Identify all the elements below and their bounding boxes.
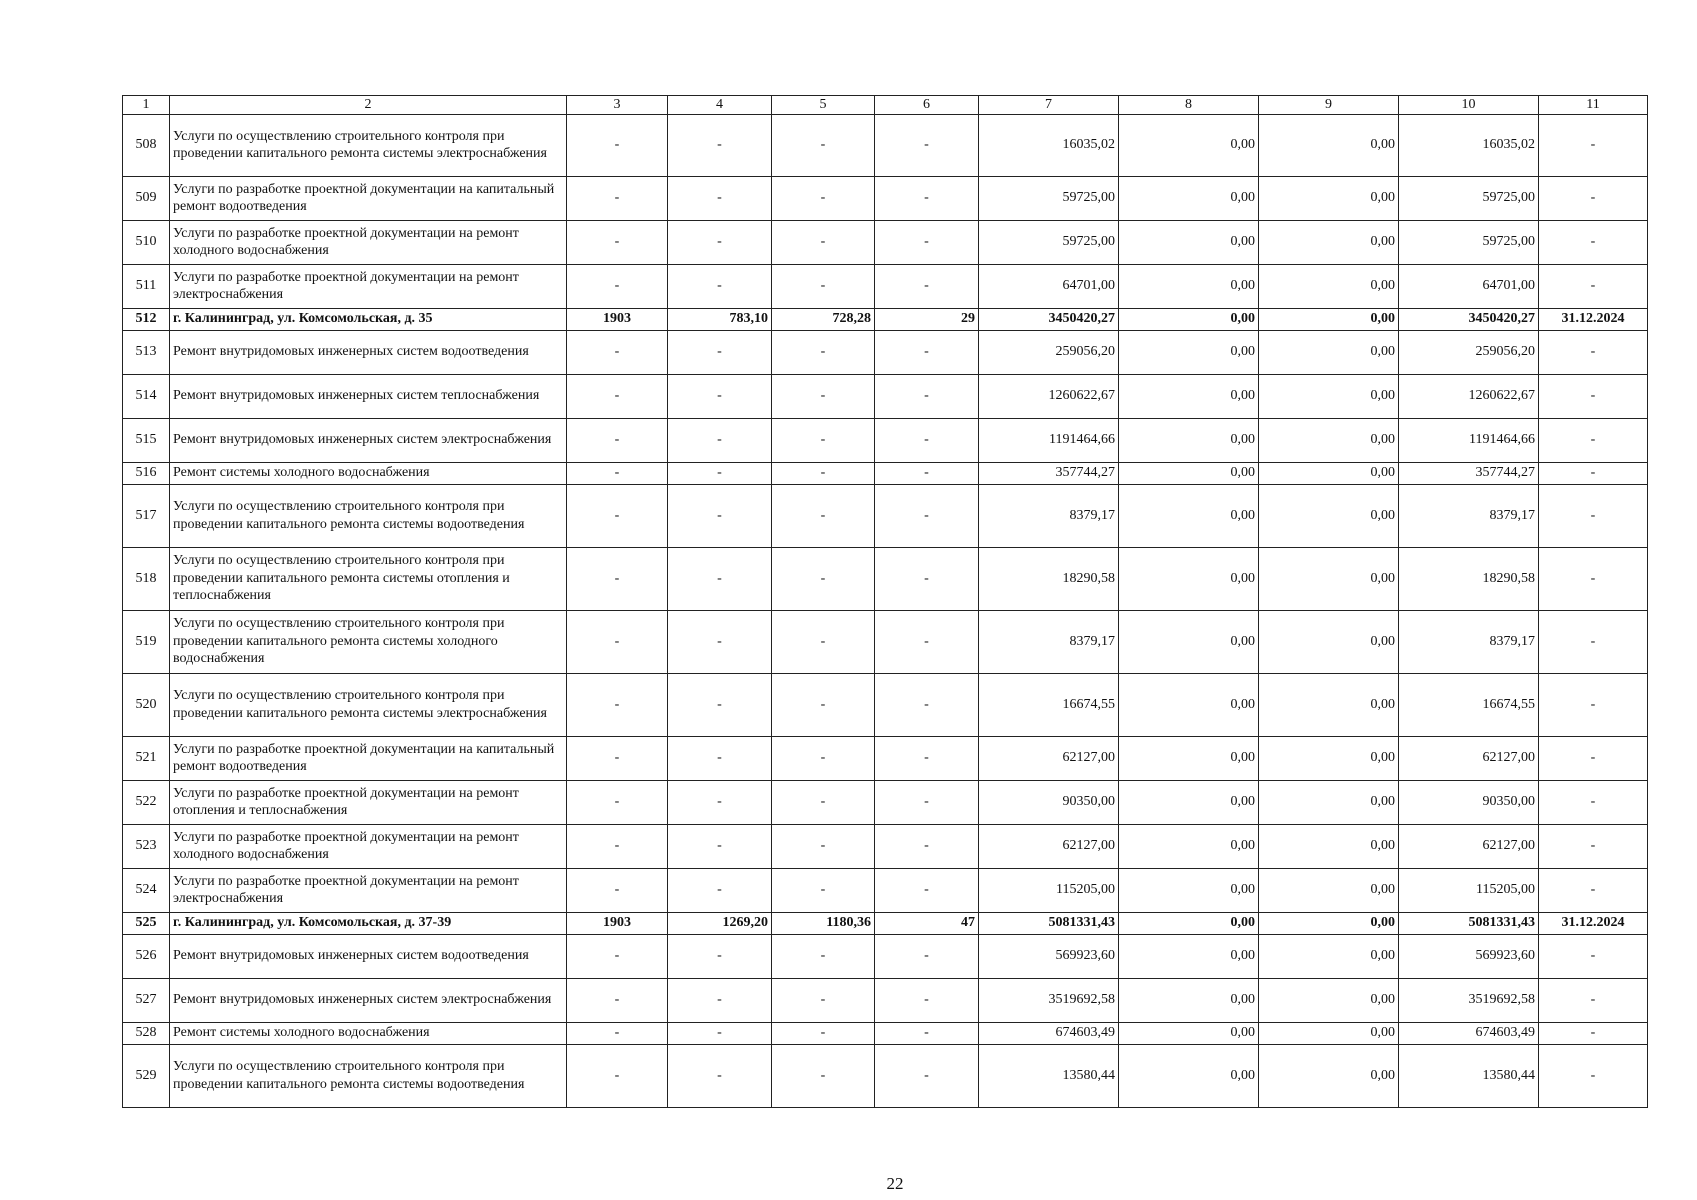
work-name-cell: Услуги по осуществлению строительного контроля при проведении капитального ремонта системы холодного водоснабжения	[170, 610, 567, 673]
col10-cell: 569923,60	[1399, 934, 1539, 978]
work-name-cell: Услуги по осуществлению строительного контроля при проведении капитального ремонта системы электроснабжения	[170, 114, 567, 176]
row-number: 529	[123, 1044, 170, 1107]
col10-cell: 18290,58	[1399, 547, 1539, 610]
col9-cell: 0,00	[1259, 176, 1399, 220]
row-number: 516	[123, 462, 170, 484]
col8-cell: 0,00	[1119, 824, 1259, 868]
col10-cell: 1260622,67	[1399, 374, 1539, 418]
row-number: 509	[123, 176, 170, 220]
deadline-cell: -	[1539, 374, 1648, 418]
work-name-cell: Ремонт системы холодного водоснабжения	[170, 1022, 567, 1044]
work-name-cell: Ремонт внутридомовых инженерных систем электроснабжения	[170, 418, 567, 462]
col8-cell: 0,00	[1119, 176, 1259, 220]
col9-cell: 0,00	[1259, 978, 1399, 1022]
cost-total-cell: 16035,02	[979, 114, 1119, 176]
cost-total-cell: 59725,00	[979, 220, 1119, 264]
col8-cell: 0,00	[1119, 736, 1259, 780]
col5-cell: -	[772, 673, 875, 736]
address-cell: г. Калининград, ул. Комсомольская, д. 35	[170, 308, 567, 330]
col6-cell: -	[875, 610, 979, 673]
cost-total-cell: 259056,20	[979, 330, 1119, 374]
address-cell: г. Калининград, ул. Комсомольская, д. 37-39	[170, 912, 567, 934]
col6-cell: -	[875, 547, 979, 610]
col3-cell: -	[567, 374, 668, 418]
column-header: 5	[772, 96, 875, 115]
cost-total-cell: 59725,00	[979, 176, 1119, 220]
deadline-cell: 31.12.2024	[1539, 912, 1648, 934]
cost-total-cell: 13580,44	[979, 1044, 1119, 1107]
table-row	[123, 484, 1648, 547]
work-name-cell: Услуги по разработке проектной документации на капитальный ремонт водоотведения	[170, 176, 567, 220]
col4-cell: -	[668, 824, 772, 868]
table-row	[123, 868, 1648, 912]
deadline-cell: -	[1539, 736, 1648, 780]
col4-cell: -	[668, 114, 772, 176]
deadline-cell: -	[1539, 176, 1648, 220]
row-number: 526	[123, 934, 170, 978]
cost-total-cell: 5081331,43	[979, 912, 1119, 934]
col6-cell: -	[875, 1022, 979, 1044]
cost-total-cell: 3519692,58	[979, 978, 1119, 1022]
work-name-cell: Ремонт внутридомовых инженерных систем электроснабжения	[170, 978, 567, 1022]
col9-cell: 0,00	[1259, 114, 1399, 176]
col3-cell: -	[567, 484, 668, 547]
col3-cell: -	[567, 934, 668, 978]
row-number: 525	[123, 912, 170, 934]
work-name-cell: Услуги по разработке проектной документации на ремонт электроснабжения	[170, 868, 567, 912]
col5-cell: -	[772, 780, 875, 824]
col10-cell: 5081331,43	[1399, 912, 1539, 934]
col3-cell: -	[567, 610, 668, 673]
col10-cell: 13580,44	[1399, 1044, 1539, 1107]
row-number: 521	[123, 736, 170, 780]
table-row	[123, 610, 1648, 673]
col4-cell: -	[668, 220, 772, 264]
col6-cell: -	[875, 176, 979, 220]
column-header: 4	[668, 96, 772, 115]
deadline-cell: -	[1539, 1044, 1648, 1107]
row-number: 517	[123, 484, 170, 547]
col4-cell: 783,10	[668, 308, 772, 330]
col9-cell: 0,00	[1259, 934, 1399, 978]
col6-cell: -	[875, 484, 979, 547]
col10-cell: 16674,55	[1399, 673, 1539, 736]
col3-cell: -	[567, 824, 668, 868]
col4-cell: -	[668, 736, 772, 780]
col8-cell: 0,00	[1119, 114, 1259, 176]
row-number: 511	[123, 264, 170, 308]
col9-cell: 0,00	[1259, 1022, 1399, 1044]
col3-cell: -	[567, 462, 668, 484]
table-row	[123, 978, 1648, 1022]
col9-cell: 0,00	[1259, 484, 1399, 547]
col9-cell: 0,00	[1259, 673, 1399, 736]
table-row	[123, 673, 1648, 736]
work-name-cell: Услуги по разработке проектной документации на капитальный ремонт водоотведения	[170, 736, 567, 780]
col5-cell: -	[772, 1022, 875, 1044]
work-name-cell: Услуги по осуществлению строительного контроля при проведении капитального ремонта системы отопления и теплоснабжения	[170, 547, 567, 610]
col5-cell: -	[772, 610, 875, 673]
row-number: 519	[123, 610, 170, 673]
work-name-cell: Услуги по разработке проектной документации на ремонт отопления и теплоснабжения	[170, 780, 567, 824]
col9-cell: 0,00	[1259, 418, 1399, 462]
col5-cell: -	[772, 462, 875, 484]
table-row	[123, 547, 1648, 610]
table-row	[123, 934, 1648, 978]
col9-cell: 0,00	[1259, 736, 1399, 780]
work-name-cell: Услуги по разработке проектной документации на ремонт электроснабжения	[170, 264, 567, 308]
column-header: 3	[567, 96, 668, 115]
row-number: 514	[123, 374, 170, 418]
col4-cell: -	[668, 610, 772, 673]
col9-cell: 0,00	[1259, 780, 1399, 824]
col9-cell: 0,00	[1259, 1044, 1399, 1107]
col10-cell: 59725,00	[1399, 176, 1539, 220]
work-name-cell: Услуги по осуществлению строительного контроля при проведении капитального ремонта системы электроснабжения	[170, 673, 567, 736]
deadline-cell: -	[1539, 978, 1648, 1022]
col9-cell: 0,00	[1259, 264, 1399, 308]
column-number-row	[123, 96, 1648, 115]
cost-total-cell: 1260622,67	[979, 374, 1119, 418]
col6-cell: -	[875, 978, 979, 1022]
col9-cell: 0,00	[1259, 610, 1399, 673]
col4-cell: -	[668, 1022, 772, 1044]
col10-cell: 8379,17	[1399, 484, 1539, 547]
col6-cell: -	[875, 868, 979, 912]
col5-cell: -	[772, 547, 875, 610]
col8-cell: 0,00	[1119, 934, 1259, 978]
col10-cell: 1191464,66	[1399, 418, 1539, 462]
table-row	[123, 824, 1648, 868]
col5-cell: -	[772, 736, 875, 780]
col10-cell: 16035,02	[1399, 114, 1539, 176]
col9-cell: 0,00	[1259, 868, 1399, 912]
col10-cell: 115205,00	[1399, 868, 1539, 912]
deadline-cell: -	[1539, 462, 1648, 484]
col3-cell: -	[567, 978, 668, 1022]
col6-cell: -	[875, 264, 979, 308]
col5-cell: -	[772, 868, 875, 912]
col5-cell: -	[772, 374, 875, 418]
work-name-cell: Ремонт внутридомовых инженерных систем теплоснабжения	[170, 374, 567, 418]
work-name-cell: Услуги по разработке проектной документации на ремонт холодного водоснабжения	[170, 824, 567, 868]
cost-total-cell: 18290,58	[979, 547, 1119, 610]
row-number: 510	[123, 220, 170, 264]
column-header: 9	[1259, 96, 1399, 115]
cost-total-cell: 8379,17	[979, 610, 1119, 673]
col3-cell: -	[567, 264, 668, 308]
col4-cell: -	[668, 484, 772, 547]
col9-cell: 0,00	[1259, 220, 1399, 264]
table-row	[123, 264, 1648, 308]
col8-cell: 0,00	[1119, 220, 1259, 264]
col4-cell: -	[668, 418, 772, 462]
table-row	[123, 462, 1648, 484]
col4-cell: 1269,20	[668, 912, 772, 934]
cost-total-cell: 90350,00	[979, 780, 1119, 824]
deadline-cell: -	[1539, 484, 1648, 547]
col3-cell: -	[567, 1044, 668, 1107]
col3-cell: -	[567, 1022, 668, 1044]
col5-cell: -	[772, 418, 875, 462]
col3-cell: -	[567, 673, 668, 736]
row-number: 520	[123, 673, 170, 736]
deadline-cell: -	[1539, 868, 1648, 912]
works-table	[122, 95, 1648, 1108]
work-name-cell: Ремонт внутридомовых инженерных систем водоотведения	[170, 330, 567, 374]
col4-cell: -	[668, 176, 772, 220]
col5-cell: -	[772, 934, 875, 978]
col10-cell: 259056,20	[1399, 330, 1539, 374]
col6-cell: -	[875, 114, 979, 176]
col5-cell: 1180,36	[772, 912, 875, 934]
col9-cell: 0,00	[1259, 462, 1399, 484]
col5-cell: -	[772, 264, 875, 308]
col8-cell: 0,00	[1119, 673, 1259, 736]
work-name-cell: Ремонт внутридомовых инженерных систем водоотведения	[170, 934, 567, 978]
table-row	[123, 1044, 1648, 1107]
column-header: 2	[170, 96, 567, 115]
col10-cell: 59725,00	[1399, 220, 1539, 264]
table-body	[123, 114, 1648, 1107]
col6-cell: -	[875, 824, 979, 868]
table-row	[123, 780, 1648, 824]
deadline-cell: 31.12.2024	[1539, 308, 1648, 330]
col3-cell: 1903	[567, 308, 668, 330]
col4-cell: -	[668, 264, 772, 308]
col10-cell: 3519692,58	[1399, 978, 1539, 1022]
col10-cell: 8379,17	[1399, 610, 1539, 673]
col10-cell: 62127,00	[1399, 736, 1539, 780]
column-header: 1	[123, 96, 170, 115]
col4-cell: -	[668, 673, 772, 736]
row-number: 522	[123, 780, 170, 824]
cost-total-cell: 62127,00	[979, 824, 1119, 868]
deadline-cell: -	[1539, 418, 1648, 462]
col3-cell: -	[567, 114, 668, 176]
work-name-cell: Услуги по осуществлению строительного контроля при проведении капитального ремонта системы водоотведения	[170, 1044, 567, 1107]
col8-cell: 0,00	[1119, 1022, 1259, 1044]
row-number: 512	[123, 308, 170, 330]
col5-cell: -	[772, 176, 875, 220]
col8-cell: 0,00	[1119, 868, 1259, 912]
cost-total-cell: 3450420,27	[979, 308, 1119, 330]
col6-cell: -	[875, 780, 979, 824]
col5-cell: -	[772, 330, 875, 374]
col3-cell: -	[567, 547, 668, 610]
col10-cell: 64701,00	[1399, 264, 1539, 308]
col8-cell: 0,00	[1119, 330, 1259, 374]
address-row	[123, 308, 1648, 330]
col4-cell: -	[668, 868, 772, 912]
col6-cell: -	[875, 934, 979, 978]
col8-cell: 0,00	[1119, 418, 1259, 462]
row-number: 524	[123, 868, 170, 912]
col6-cell: -	[875, 1044, 979, 1107]
col8-cell: 0,00	[1119, 780, 1259, 824]
row-number: 508	[123, 114, 170, 176]
col5-cell: 728,28	[772, 308, 875, 330]
col5-cell: -	[772, 220, 875, 264]
col3-cell: -	[567, 220, 668, 264]
col10-cell: 62127,00	[1399, 824, 1539, 868]
col6-cell: -	[875, 374, 979, 418]
deadline-cell: -	[1539, 330, 1648, 374]
table-row	[123, 330, 1648, 374]
col4-cell: -	[668, 462, 772, 484]
col8-cell: 0,00	[1119, 547, 1259, 610]
col3-cell: -	[567, 868, 668, 912]
col3-cell: -	[567, 736, 668, 780]
col4-cell: -	[668, 374, 772, 418]
table-row	[123, 736, 1648, 780]
col9-cell: 0,00	[1259, 824, 1399, 868]
col8-cell: 0,00	[1119, 610, 1259, 673]
column-header: 7	[979, 96, 1119, 115]
col10-cell: 357744,27	[1399, 462, 1539, 484]
col5-cell: -	[772, 978, 875, 1022]
deadline-cell: -	[1539, 547, 1648, 610]
col8-cell: 0,00	[1119, 264, 1259, 308]
row-number: 528	[123, 1022, 170, 1044]
col5-cell: -	[772, 1044, 875, 1107]
col6-cell: -	[875, 462, 979, 484]
col4-cell: -	[668, 547, 772, 610]
column-header: 11	[1539, 96, 1648, 115]
col5-cell: -	[772, 484, 875, 547]
col6-cell: -	[875, 736, 979, 780]
cost-total-cell: 115205,00	[979, 868, 1119, 912]
col4-cell: -	[668, 330, 772, 374]
page-number: 22	[886, 1174, 904, 1193]
col3-cell: -	[567, 176, 668, 220]
row-number: 518	[123, 547, 170, 610]
table-row	[123, 418, 1648, 462]
deadline-cell: -	[1539, 673, 1648, 736]
deadline-cell: -	[1539, 824, 1648, 868]
column-header: 8	[1119, 96, 1259, 115]
col10-cell: 90350,00	[1399, 780, 1539, 824]
column-header: 6	[875, 96, 979, 115]
work-name-cell: Услуги по разработке проектной документации на ремонт холодного водоснабжения	[170, 220, 567, 264]
cost-total-cell: 1191464,66	[979, 418, 1119, 462]
col8-cell: 0,00	[1119, 484, 1259, 547]
cost-total-cell: 16674,55	[979, 673, 1119, 736]
row-number: 515	[123, 418, 170, 462]
deadline-cell: -	[1539, 264, 1648, 308]
col5-cell: -	[772, 114, 875, 176]
col8-cell: 0,00	[1119, 462, 1259, 484]
col6-cell: 47	[875, 912, 979, 934]
table-row	[123, 1022, 1648, 1044]
address-row	[123, 912, 1648, 934]
col8-cell: 0,00	[1119, 374, 1259, 418]
deadline-cell: -	[1539, 114, 1648, 176]
col4-cell: -	[668, 934, 772, 978]
table-row	[123, 374, 1648, 418]
cost-total-cell: 8379,17	[979, 484, 1119, 547]
col8-cell: 0,00	[1119, 1044, 1259, 1107]
col9-cell: 0,00	[1259, 308, 1399, 330]
col9-cell: 0,00	[1259, 912, 1399, 934]
column-header: 10	[1399, 96, 1539, 115]
table-row	[123, 176, 1648, 220]
work-name-cell: Услуги по осуществлению строительного контроля при проведении капитального ремонта системы водоотведения	[170, 484, 567, 547]
table-row	[123, 220, 1648, 264]
col3-cell: -	[567, 780, 668, 824]
deadline-cell: -	[1539, 220, 1648, 264]
col6-cell: -	[875, 673, 979, 736]
row-number: 527	[123, 978, 170, 1022]
col8-cell: 0,00	[1119, 308, 1259, 330]
col9-cell: 0,00	[1259, 374, 1399, 418]
table-row	[123, 114, 1648, 176]
col4-cell: -	[668, 1044, 772, 1107]
cost-total-cell: 64701,00	[979, 264, 1119, 308]
col6-cell: -	[875, 418, 979, 462]
deadline-cell: -	[1539, 934, 1648, 978]
col3-cell: -	[567, 418, 668, 462]
deadline-cell: -	[1539, 610, 1648, 673]
deadline-cell: -	[1539, 780, 1648, 824]
cost-total-cell: 674603,49	[979, 1022, 1119, 1044]
cost-total-cell: 62127,00	[979, 736, 1119, 780]
col6-cell: -	[875, 220, 979, 264]
cost-total-cell: 357744,27	[979, 462, 1119, 484]
col4-cell: -	[668, 780, 772, 824]
col6-cell: -	[875, 330, 979, 374]
cost-total-cell: 569923,60	[979, 934, 1119, 978]
col6-cell: 29	[875, 308, 979, 330]
col4-cell: -	[668, 978, 772, 1022]
col3-cell: -	[567, 330, 668, 374]
col5-cell: -	[772, 824, 875, 868]
col9-cell: 0,00	[1259, 547, 1399, 610]
row-number: 513	[123, 330, 170, 374]
col8-cell: 0,00	[1119, 912, 1259, 934]
deadline-cell: -	[1539, 1022, 1648, 1044]
row-number: 523	[123, 824, 170, 868]
col9-cell: 0,00	[1259, 330, 1399, 374]
col10-cell: 674603,49	[1399, 1022, 1539, 1044]
col10-cell: 3450420,27	[1399, 308, 1539, 330]
work-name-cell: Ремонт системы холодного водоснабжения	[170, 462, 567, 484]
col8-cell: 0,00	[1119, 978, 1259, 1022]
col3-cell: 1903	[567, 912, 668, 934]
